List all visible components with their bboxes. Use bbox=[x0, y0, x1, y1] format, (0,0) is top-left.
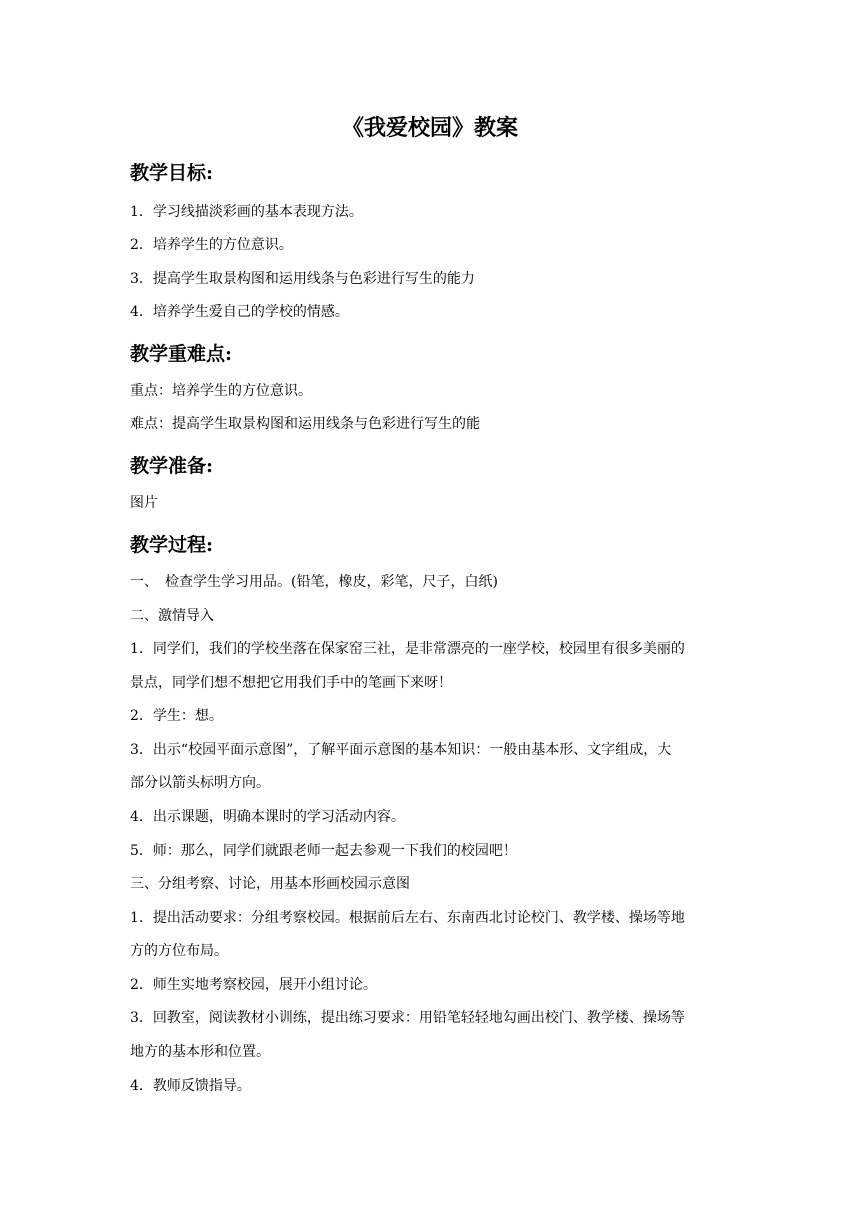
process-item: 5．师：那么，同学们就跟老师一起去参观一下我们的校园吧！ bbox=[130, 843, 517, 859]
process-item: 3．出示“校园平面示意图”，了解平面示意图的基本知识：一般由基本形、文字组成，大 bbox=[130, 742, 672, 758]
process-item: 4．教师反馈指导。 bbox=[130, 1078, 251, 1094]
process-item: 1．同学们，我们的学校坐落在保家窑三社，是非常漂亮的一座学校，校园里有很多美丽的 bbox=[130, 641, 685, 657]
process-item: 3．回教室，阅读教材小训练，提出练习要求：用铅笔轻轻地勾画出校门、教学楼、操场等 bbox=[130, 1010, 685, 1026]
process-item: 方的方位布局。 bbox=[130, 943, 228, 959]
process-item: 4．出示课题，明确本课时的学习活动内容。 bbox=[130, 809, 405, 825]
key-point-item: 重点：培养学生的方位意识。 bbox=[130, 383, 312, 399]
process-item: 二、激情导入 bbox=[130, 608, 214, 624]
goal-item: 4．培养学生爱自己的学校的情感。 bbox=[130, 304, 349, 320]
process-item: 一、 检查学生学习用品。(铅笔，橡皮，彩笔，尺子，白纸) bbox=[130, 574, 498, 590]
heading-preparation: 教学准备: bbox=[130, 455, 214, 477]
process-item: 三、分组考察、讨论，用基本形画校园示意图 bbox=[130, 876, 410, 892]
process-item: 2．学生：想。 bbox=[130, 708, 223, 724]
process-item: 部分以箭头标明方向。 bbox=[130, 775, 270, 791]
process-item: 2．师生实地考察校园，展开小组讨论。 bbox=[130, 977, 377, 993]
process-item: 景点，同学们想不想把它用我们手中的笔画下来呀！ bbox=[130, 675, 452, 691]
document-title: 《我爱校园》教案 bbox=[341, 115, 518, 141]
goal-item: 2．培养学生的方位意识。 bbox=[130, 237, 293, 253]
heading-key-points: 教学重难点: bbox=[130, 343, 233, 365]
goal-item: 1．学习线描淡彩画的基本表现方法。 bbox=[130, 204, 363, 220]
goal-item: 3．提高学生取景构图和运用线条与色彩进行写生的能力 bbox=[130, 271, 475, 287]
key-point-item: 难点：提高学生取景构图和运用线条与色彩进行写生的能 bbox=[130, 416, 480, 432]
heading-process: 教学过程: bbox=[130, 534, 214, 556]
process-item: 1．提出活动要求：分组考察校园。根据前后左右、东南西北讨论校门、教学楼、操场等地 bbox=[130, 910, 685, 926]
heading-goals: 教学目标: bbox=[130, 162, 214, 184]
preparation-item: 图片 bbox=[130, 495, 158, 511]
process-item: 地方的基本形和位置。 bbox=[130, 1044, 270, 1060]
